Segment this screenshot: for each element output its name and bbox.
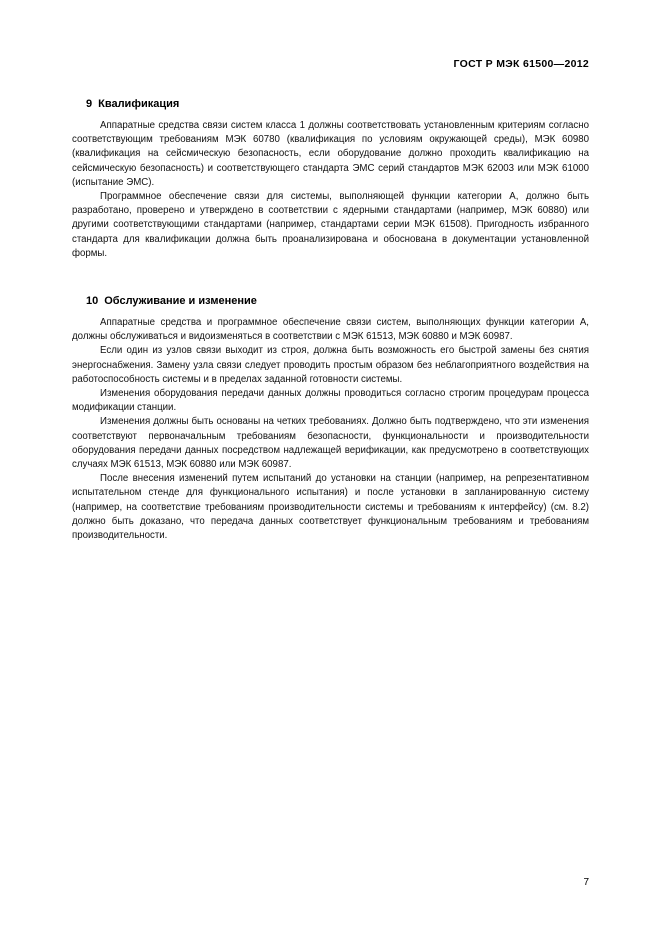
section-9-paragraph-1: Аппаратные средства связи систем класса 1 должны соответствовать установленным критериям согласно соответствующим требованиям МЭК 60780 (квалификация по условиям окружающей среды), МЭК 60980 (квалификация на сейсмическую безопасность, если оборудование должно проходить квалификацию на сейсмическую безопасность) и соответствующего стандарта ЭМС серий стандартов МЭК 62003 или МЭК 61000 (испытание ЭМС).	[72, 120, 589, 188]
section-10-heading	[72, 295, 589, 307]
section-10-paragraph-3: Изменения оборудования передачи данных должны проводиться согласно строгим процедурам процесса модификации станции.	[72, 388, 589, 414]
section-10-paragraph-2: Если один из узлов связи выходит из строя, должна быть возможность его быстрой замены без снятия энергоснабжения. Замену узла связи следует проводить простым образом без неблагоприятного воздействия на работоспособность системы и в пределах заданной готовности системы.	[72, 345, 589, 385]
section-gap	[72, 279, 589, 295]
section-10	[72, 295, 589, 543]
page-header-standard-number: ГОСТ Р МЭК 61500—2012	[453, 58, 589, 70]
section-10-title: Обслуживание и изменение	[104, 295, 257, 308]
section-9-number: 9	[86, 98, 93, 110]
section-10-paragraph-5: После внесения изменений путем испытаний до установки на станции (например, на репрезентативном испытательном стенде для функционального испытания) и после установки в запланированную систему (например, на соответствие требованиям производительности системы и требованиям к интерфейсу) (см. 8.2) должно быть доказано, что передача данных соответствует функциональным требованиям и требованиям производительности.	[72, 473, 589, 542]
section-10-number: 10	[86, 295, 99, 308]
section-9-heading	[72, 98, 589, 110]
section-9-paragraph-2: Программное обеспечение связи для системы, выполняющей функции категории А, должно быть разработано, проверено и утверждено в соответствии с ядерными стандартами (например, МЭК 60880) или другими соответствующими стандартами (например, стандартами серии МЭК 61508). Пригодность избранного стандарта для квалификации должна быть проанализирована и обоснована в документации установленной формы.	[72, 191, 589, 259]
section-10-paragraph-4: Изменения должны быть основаны на четких требованиях. Должно быть подтверждено, что эти изменения соответствуют первоначальным требованиям безопасности, функциональности и производительности оборудования передачи данных посредством надлежащей верификации, как предусмотрено в соответствующих случаях МЭК 61513, МЭК 60880 или МЭК 60987.	[72, 416, 589, 471]
section-9	[72, 98, 589, 261]
page-number: 7	[583, 877, 589, 888]
section-9-title: Квалификация	[98, 98, 180, 110]
section-10-paragraph-1: Аппаратные средства и программное обеспечение связи систем, выполняющих функции категории А, должны обслуживаться и видоизменяться в соответствии с МЭК 61513, МЭК 60880 и МЭК 60987.	[72, 317, 589, 343]
